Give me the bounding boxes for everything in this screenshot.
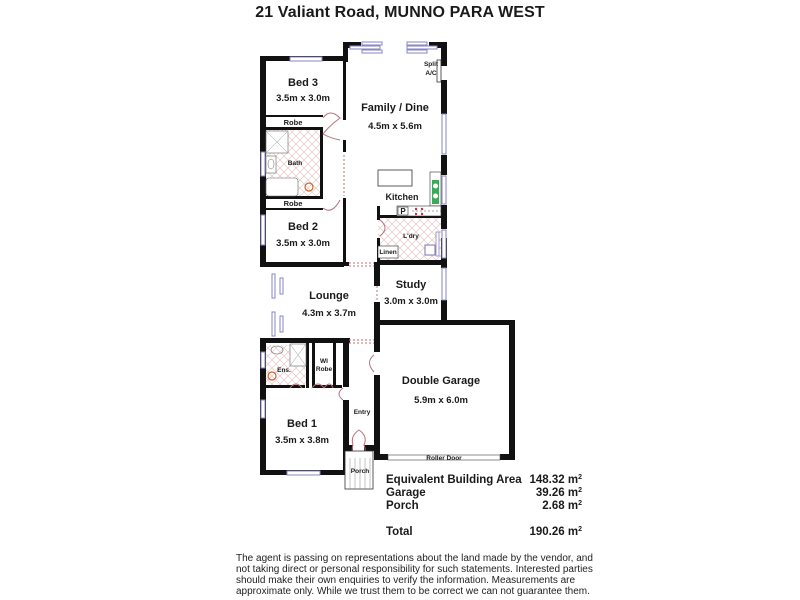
room-lounge-dims: 4.3m x 3.7m	[302, 308, 356, 319]
area-row-building	[386, 474, 582, 487]
room-lounge-name: Lounge	[309, 290, 349, 302]
pantry-label: P	[400, 207, 406, 216]
room-bed2-dims: 3.5m x 3.0m	[276, 238, 330, 249]
bath-label: Bath	[287, 160, 303, 167]
room-family-dims: 4.5m x 5.6m	[368, 121, 422, 132]
area-label: Total	[386, 526, 413, 538]
area-row-total	[386, 526, 582, 539]
page-title: 21 Valiant Road, MUNNO PARA WEST	[255, 4, 545, 21]
area-value: 39.26 m	[535, 487, 579, 499]
area-label: Porch	[386, 500, 419, 512]
linen-label: Linen	[379, 249, 397, 256]
room-family-name: Family / Dine	[361, 102, 429, 114]
unit-superscript: 2	[578, 500, 582, 507]
unit-superscript: 2	[578, 487, 582, 494]
unit-superscript: 2	[578, 474, 582, 481]
room-bed3-dims: 3.5m x 3.0m	[276, 93, 330, 104]
split-ac-label-1: Split	[423, 61, 439, 68]
room-wirobe-name-2: Robe	[315, 366, 333, 373]
split-ac-label-2: A/C	[425, 70, 437, 77]
room-wirobe-name-1: WI	[320, 358, 328, 365]
room-laundry-name: L'dry	[403, 233, 419, 240]
robe-bottom-label: Robe	[283, 199, 303, 208]
area-row-garage	[386, 487, 582, 500]
area-value: 148.32 m	[529, 474, 579, 486]
room-bed1-name: Bed 1	[287, 418, 317, 430]
room-bed2-name: Bed 2	[288, 221, 318, 233]
area-value: 2.68 m	[542, 500, 579, 512]
disclaimer-text: The agent is passing on representations about the land made by the vendor, and not taking direct or personal responsibility for such statements. Interested parties should make their own enquiries to verify the information. Measurements are approximate only. While we trust them to be correct we can not guarantee them.	[236, 553, 593, 597]
room-study-dims: 3.0m x 3.0m	[384, 296, 438, 307]
room-ensuite-name: Ens.	[277, 367, 291, 374]
area-summary	[386, 474, 582, 539]
room-porch-name: Porch	[350, 468, 370, 475]
room-study-name: Study	[395, 279, 427, 291]
area-row-porch	[386, 500, 582, 513]
room-entry-name: Entry	[353, 409, 371, 416]
unit-superscript: 2	[578, 526, 582, 533]
room-garage-name: Double Garage	[401, 375, 481, 387]
room-bed3-name: Bed 3	[288, 77, 318, 89]
area-label: Garage	[386, 487, 426, 499]
room-garage-dims: 5.9m x 6.0m	[414, 395, 468, 406]
roller-door-label: Roller Door	[426, 455, 462, 462]
room-bed1-dims: 3.5m x 3.8m	[275, 435, 329, 446]
area-value: 190.26 m	[529, 526, 579, 538]
room-kitchen-name: Kitchen	[385, 192, 419, 202]
area-label: Equivalent Building Area	[386, 474, 522, 486]
robe-top-label: Robe	[283, 118, 303, 127]
